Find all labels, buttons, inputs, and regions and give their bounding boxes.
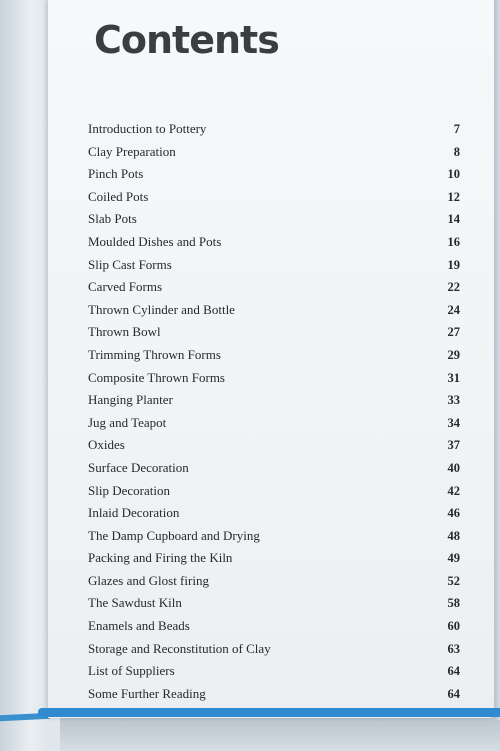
toc-entry (88, 121, 460, 144)
toc-entry-page-number: 42 (447, 483, 460, 498)
toc-entry-page-number: 64 (447, 686, 460, 701)
facing-page-edge (0, 0, 50, 751)
toc-entry-page-number: 60 (447, 619, 460, 634)
toc-entry-title: Slip Decoration (88, 482, 170, 498)
toc-entry-title: List of Suppliers (88, 663, 175, 679)
toc-entry-page-number: 8 (453, 144, 460, 159)
toc-entry-title: Surface Decoration (88, 459, 189, 475)
toc-entry-title: The Damp Cupboard and Drying (88, 527, 260, 543)
toc-entry-title: Composite Thrown Forms (88, 369, 225, 385)
toc-entry (88, 528, 460, 551)
toc-entry-title: Slip Cast Forms (88, 256, 172, 272)
toc-entry (88, 279, 460, 302)
toc-entry (88, 392, 460, 415)
toc-entry-page-number: 29 (447, 347, 460, 362)
toc-entry-page-number: 16 (447, 234, 460, 249)
toc-entry-title: Hanging Planter (88, 392, 173, 408)
bottom-blue-rule (38, 708, 500, 717)
toc-entry-title: The Sawdust Kiln (88, 595, 182, 611)
toc-entry-page-number: 33 (447, 393, 460, 408)
toc-entry (88, 189, 460, 212)
toc-entry-page-number: 58 (447, 596, 460, 611)
toc-entry-title: Introduction to Pottery (88, 121, 207, 136)
toc-entry-title: Enamels and Beads (88, 618, 190, 634)
toc-entry-page-number: 37 (447, 438, 460, 453)
toc-entry-page-number: 46 (447, 506, 460, 521)
page-title: Contents (94, 18, 279, 62)
toc-entry (88, 686, 460, 709)
toc-entry (88, 302, 460, 325)
toc-entry-page-number: 31 (447, 370, 460, 385)
toc-entry-title: Pinch Pots (88, 166, 144, 182)
toc-entry (88, 460, 460, 483)
toc-entry (88, 234, 460, 257)
toc-entry-title: Carved Forms (88, 279, 163, 295)
toc-entry-page-number: 34 (447, 415, 460, 430)
toc-entry (88, 618, 460, 641)
toc-entry-title: Thrown Bowl (88, 324, 161, 340)
toc-entry (88, 505, 460, 528)
toc-entry-page-number: 63 (447, 641, 460, 656)
page-bottom-shadow (60, 716, 500, 751)
toc-entry-title: Thrown Cylinder and Bottle (88, 301, 235, 317)
toc-entry (88, 144, 460, 167)
toc-entry-title: Glazes and Glost firing (88, 572, 209, 588)
toc-entry-title: Oxides (88, 437, 125, 453)
toc-entry-page-number: 40 (447, 460, 460, 475)
toc-entry (88, 324, 460, 347)
toc-entry-page-number: 24 (447, 302, 460, 317)
toc-entry-title: Inlaid Decoration (88, 505, 180, 521)
toc-entry (88, 211, 460, 234)
toc-entry (88, 550, 460, 573)
toc-entry-page-number: 22 (447, 280, 460, 295)
toc-entry-title: Jug and Teapot (88, 414, 167, 430)
toc-entry (88, 257, 460, 280)
toc-entry-title: Coiled Pots (88, 188, 149, 204)
toc-entry (88, 347, 460, 370)
toc-entry-title: Moulded Dishes and Pots (88, 233, 222, 249)
toc-entry-title: Storage and Reconstitution of Clay (88, 640, 271, 656)
toc-entry-page-number: 7 (453, 122, 460, 136)
toc-entry-page-number: 12 (447, 189, 460, 204)
toc-entry-title: Trimming Thrown Forms (88, 346, 221, 362)
toc-entry-title: Clay Preparation (88, 143, 176, 159)
toc-entry (88, 437, 460, 460)
toc-entry (88, 483, 460, 506)
toc-entry (88, 595, 460, 618)
toc-entry-page-number: 10 (447, 167, 460, 182)
toc-entry-page-number: 14 (447, 212, 460, 227)
toc-entry (88, 641, 460, 664)
toc-entry-title: Some Further Reading (88, 685, 206, 701)
toc-entry-page-number: 19 (447, 257, 460, 272)
table-of-contents (88, 121, 460, 708)
toc-entry (88, 166, 460, 189)
toc-entry (88, 573, 460, 596)
toc-entry-page-number: 49 (447, 551, 460, 566)
toc-entry-title: Slab Pots (88, 211, 137, 227)
toc-entry-page-number: 64 (447, 664, 460, 679)
toc-entry-page-number: 52 (447, 573, 460, 588)
toc-entry-page-number: 27 (447, 325, 460, 340)
page-right-edge (494, 0, 500, 720)
toc-entry-page-number: 48 (447, 528, 460, 543)
toc-entry-title: Packing and Firing the Kiln (88, 550, 233, 566)
toc-entry (88, 663, 460, 686)
toc-entry (88, 370, 460, 393)
toc-entry (88, 415, 460, 438)
